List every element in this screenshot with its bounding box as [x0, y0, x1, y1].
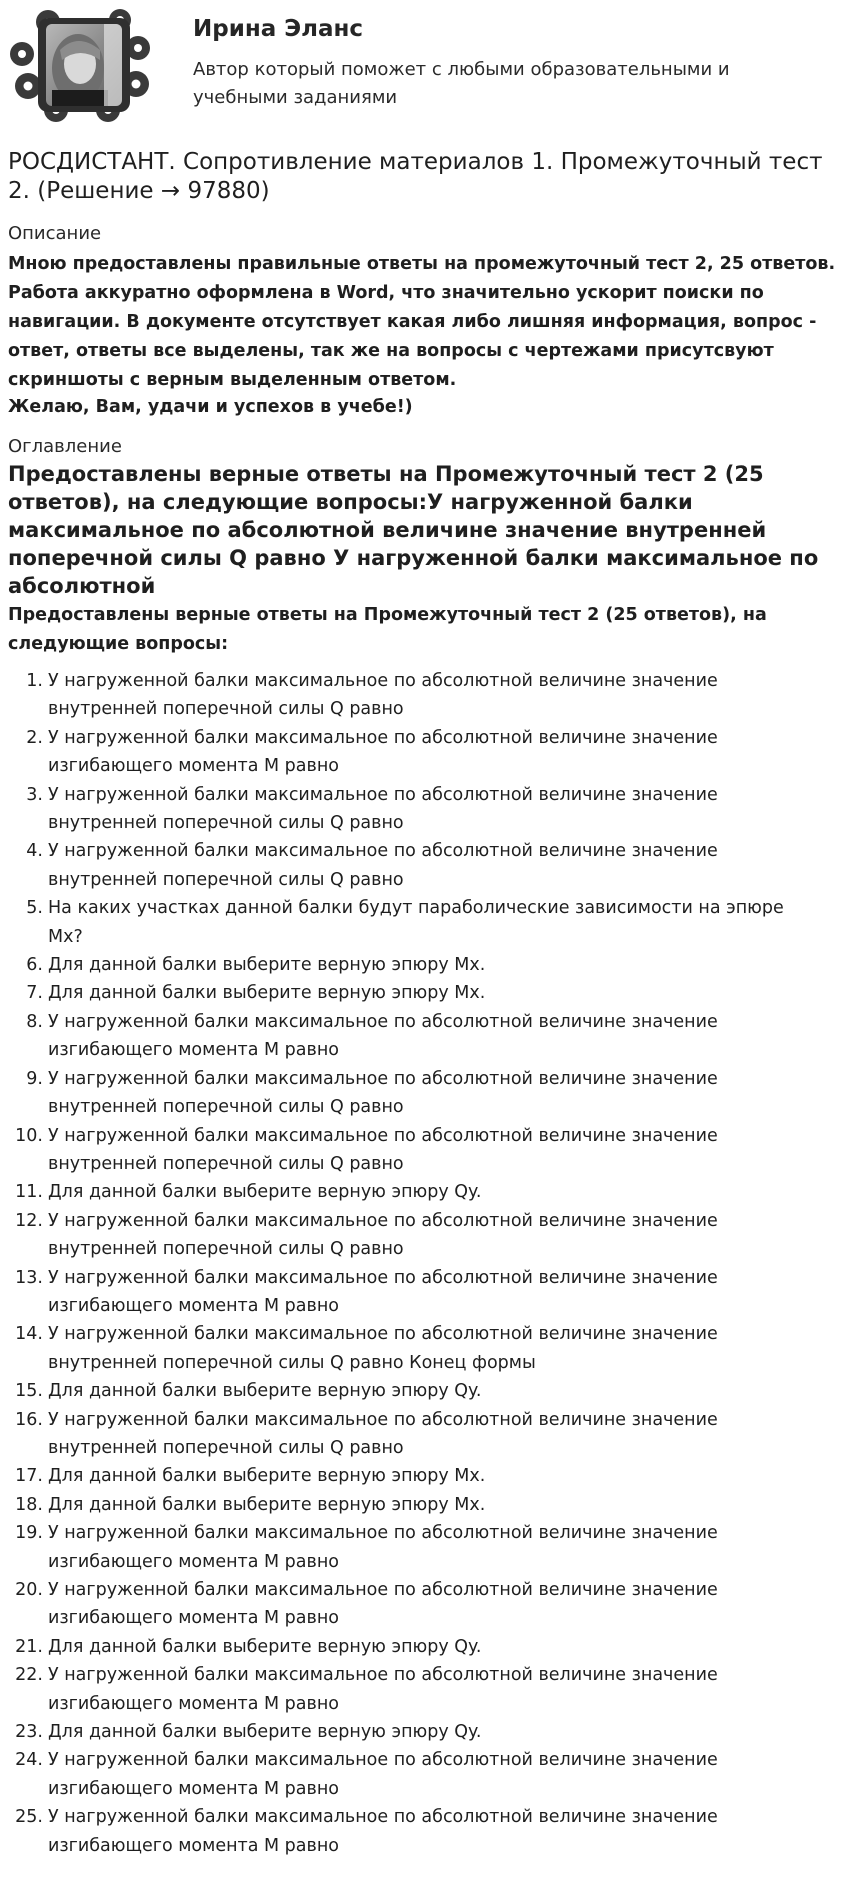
question-item [0, 979, 818, 1007]
question-text: Для данной балки выберите верную эпюру Mx. [48, 983, 486, 1004]
question-number: 16. [15, 1409, 43, 1430]
question-text: У нагруженной балки максимальное по абсолютной величине значение изгибающего момента M равно [48, 1750, 718, 1799]
question-number: 3. [26, 784, 43, 805]
question-text: Для данной балки выберите верную эпюру Qy. [48, 1636, 482, 1657]
question-item [0, 1008, 818, 1065]
question-item [0, 1377, 818, 1405]
toc-label: Оглавление [8, 436, 122, 457]
author-avatar[interactable] [8, 6, 153, 124]
question-item [0, 1633, 818, 1661]
question-item [0, 1491, 818, 1519]
question-item [0, 1406, 818, 1463]
question-number: 7. [26, 983, 43, 1004]
question-text: У нагруженной балки максимальное по абсолютной величине значение изгибающего момента M равно [48, 1523, 718, 1572]
question-number: 20. [15, 1580, 43, 1600]
question-number: 15. [15, 1381, 43, 1402]
question-number: 23. [15, 1722, 43, 1743]
question-item [0, 781, 818, 838]
question-number: 8. [26, 1011, 43, 1032]
question-item [0, 1803, 818, 1860]
question-number: 21. [15, 1636, 43, 1657]
question-number: 5. [26, 898, 43, 919]
question-text: Для данной балки выберите верную эпюру Mx. [48, 955, 486, 976]
question-number: 9. [26, 1068, 43, 1089]
question-number: 13. [15, 1267, 43, 1288]
question-number: 1. [26, 671, 43, 691]
toc-heading: Предоставлены верные ответы на Промежуточный тест 2 (25 ответов), на следующие вопросы:У нагруженной балки максимальное по абсолютной величине значение внутренней поперечной силы Q равно У нагруженной балки максимальное по абсолютной [8, 462, 819, 598]
question-item [0, 894, 818, 951]
question-text: У нагруженной балки максимальное по абсолютной величине значение внутренней поперечной силы Q равно [48, 841, 718, 890]
question-text: У нагруженной балки максимальное по абсолютной величине значение внутренней поперечной силы Q равно [48, 1210, 718, 1260]
question-item [0, 1462, 818, 1490]
question-number: 14. [15, 1324, 43, 1345]
question-number: 19. [15, 1523, 43, 1544]
question-text: Для данной балки выберите верную эпюру Mx. [48, 1494, 486, 1515]
question-text: У нагруженной балки максимальное по абсолютной величине значение изгибающего момента M равно [48, 727, 718, 777]
question-text: У нагруженной балки максимальное по абсолютной величине значение внутренней поперечной силы Q равно [48, 1409, 718, 1458]
question-number: 11. [15, 1182, 43, 1203]
question-list [0, 667, 847, 1860]
question-item [0, 667, 818, 724]
question-text: У нагруженной балки максимальное по абсолютной величине значение изгибающего момента M равно [48, 1267, 718, 1316]
description-closing: Желаю, Вам, удачи и успехов в учебе!) [8, 397, 413, 417]
question-text: У нагруженной балки максимальное по абсолютной величине значение внутренней поперечной силы Q равно Конец формы [48, 1324, 718, 1373]
question-item [0, 724, 818, 781]
question-number: 17. [15, 1466, 43, 1487]
question-text: Для данной балки выберите верную эпюру Qy. [48, 1381, 482, 1402]
question-text: У нагруженной балки максимальное по абсолютной величине значение внутренней поперечной силы Q равно [48, 784, 718, 834]
author-name[interactable]: Ирина Эланс [193, 16, 364, 42]
question-number: 6. [26, 955, 43, 976]
author-block [8, 6, 838, 124]
question-item [0, 1746, 818, 1803]
question-item [0, 1718, 818, 1746]
description-label: Описание [8, 223, 102, 244]
question-number: 22. [15, 1665, 43, 1686]
question-number: 4. [26, 841, 43, 862]
question-item [0, 1576, 818, 1633]
question-number: 12. [15, 1210, 43, 1231]
question-text: У нагруженной балки максимальное по абсолютной величине значение изгибающего момента M равно [48, 1665, 718, 1714]
question-text: У нагруженной балки максимальное по абсолютной величине значение изгибающего момента M равно [48, 1807, 718, 1856]
question-item [0, 1065, 818, 1122]
question-text: На каких участках данной балки будут параболические зависимости на эпюре Mx? [48, 898, 784, 947]
question-item [0, 1264, 818, 1321]
question-text: Для данной балки выберите верную эпюру Qy. [48, 1722, 482, 1743]
question-item [0, 837, 818, 894]
question-item [0, 1661, 818, 1718]
author-description: Автор который поможет с любыми образовательными и учебными заданиями [193, 59, 730, 108]
question-number: 24. [15, 1750, 43, 1771]
question-item [0, 1178, 818, 1206]
question-number: 2. [26, 727, 43, 748]
question-text: У нагруженной балки максимальное по абсолютной величине значение изгибающего момента M равно [48, 1011, 718, 1061]
question-text: У нагруженной балки максимальное по абсолютной величине значение внутренней поперечной силы Q равно [48, 1125, 718, 1174]
question-text: Для данной балки выберите верную эпюру Mx. [48, 1466, 486, 1487]
question-item [0, 1122, 818, 1179]
question-item [0, 1519, 818, 1576]
question-number: 18. [15, 1494, 43, 1515]
question-text: У нагруженной балки максимальное по абсолютной величине значение внутренней поперечной силы Q равно [48, 1068, 718, 1118]
question-text: У нагруженной балки максимальное по абсолютной величине значение внутренней поперечной силы Q равно [48, 671, 718, 720]
question-number: 10. [15, 1125, 43, 1146]
page-title: РОСДИСТАНТ. Сопротивление материалов 1. Промежуточный тест 2. (Решение → 97880) [8, 149, 823, 204]
question-text: У нагруженной балки максимальное по абсолютной величине значение изгибающего момента M равно [48, 1580, 718, 1629]
toc-subheading: Предоставлены верные ответы на Промежуточный тест 2 (25 ответов), на следующие вопросы: [8, 605, 767, 654]
question-number: 25. [15, 1807, 43, 1828]
question-item [0, 1207, 818, 1264]
question-text: Для данной балки выберите верную эпюру Qy. [48, 1182, 482, 1203]
question-item [0, 1320, 818, 1377]
description-paragraph: Мною предоставлены правильные ответы на промежуточный тест 2, 25 ответов. Работа аккуратно оформлена в Word, что значительно ускорит поиски по навигации. В документе отсутствует какая либо лишняя информация, вопрос - ответ, ответы все выделены, так же на вопросы с чертежами присутсвуют скриншоты с верным выделенным ответом. [8, 254, 836, 390]
question-item [0, 951, 818, 979]
